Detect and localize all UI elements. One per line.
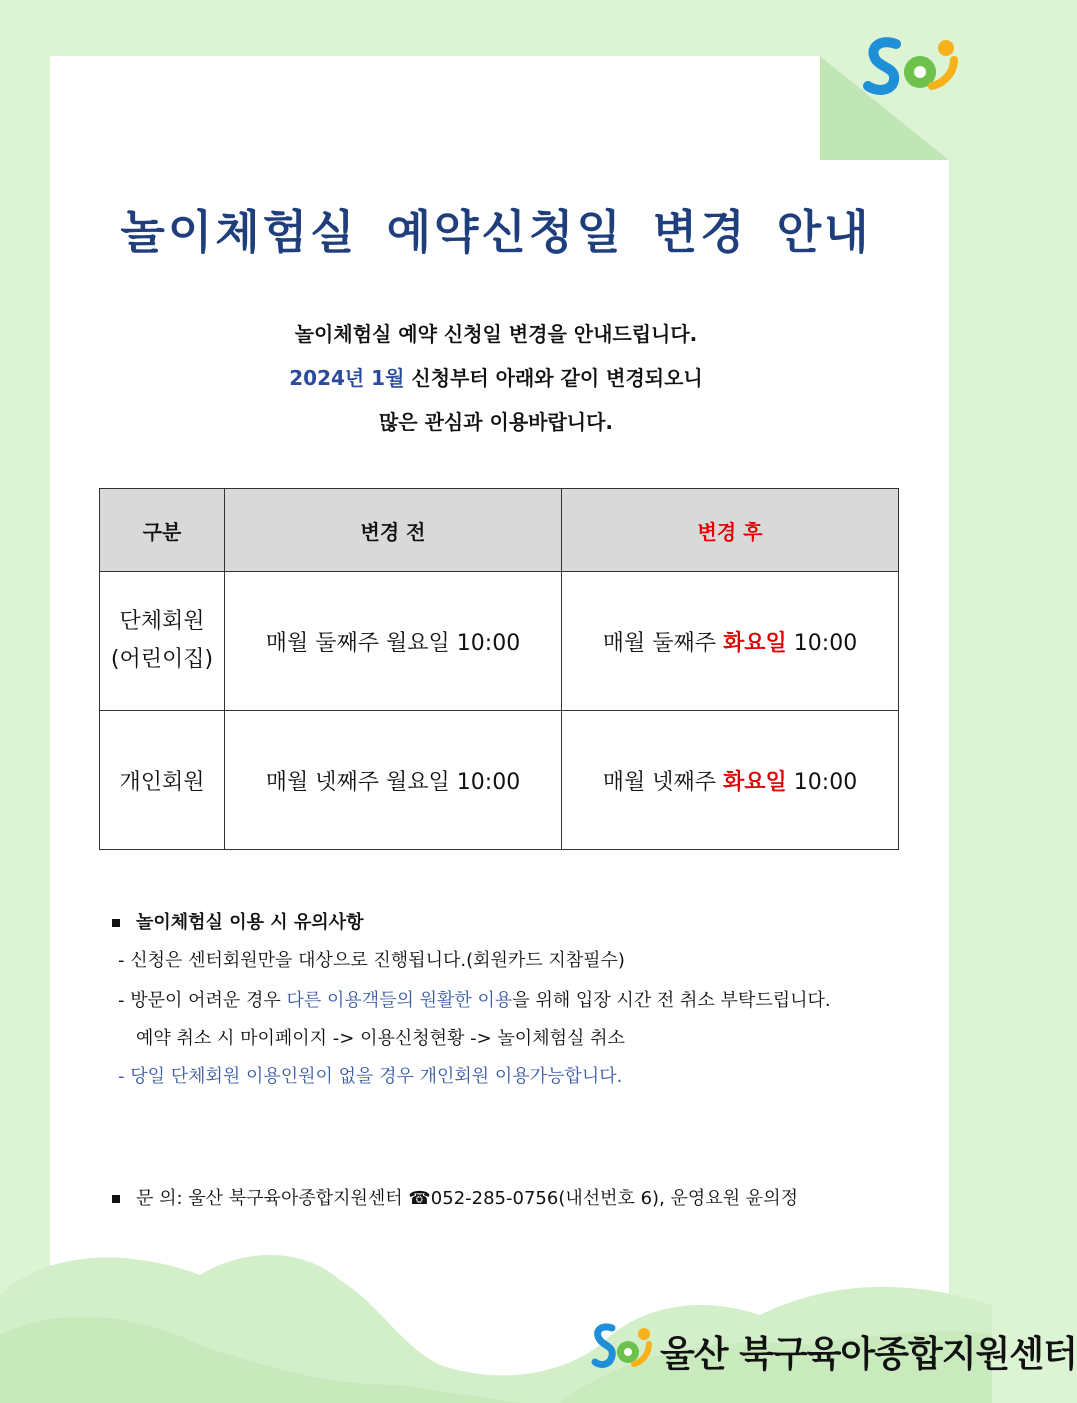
intro-line-2-rest: 신청부터 아래와 같이 변경되오니 xyxy=(404,366,703,390)
after-time: 10:00 xyxy=(786,769,858,795)
intro-line-2 xyxy=(0,356,992,400)
after-day: 화요일 xyxy=(723,769,787,795)
row-before: 매월 둘째주 월요일 10:00 xyxy=(225,572,562,711)
header-category: 구분 xyxy=(100,489,225,572)
after-prefix: 매월 둘째주 xyxy=(602,630,724,656)
notes-section xyxy=(112,905,932,1097)
footer-logo-icon xyxy=(592,1318,652,1378)
note-item: - 신청은 센터회원만을 대상으로 진행됩니다.(회원카드 지참필수) xyxy=(118,950,625,971)
square-bullet-icon xyxy=(112,1195,120,1203)
intro-line-1: 놀이체험실 예약 신청일 변경을 안내드립니다. xyxy=(294,322,698,346)
intro-line-3: 많은 관심과 이용바랍니다. xyxy=(378,410,614,434)
note-text: 을 위해 입장 시간 전 취소 부탁드립니다. xyxy=(512,990,831,1011)
contact-text: 문 의: 울산 북구육아종합지원센터 ☎052-285-0756(내선번호 6), 운영요원 윤의정 xyxy=(136,1188,798,1209)
category-name: 단체회원 xyxy=(119,609,205,634)
row-category xyxy=(100,572,225,711)
table-row xyxy=(100,711,899,850)
table-header-row xyxy=(100,489,899,572)
square-bullet-icon xyxy=(112,919,120,927)
notes-heading xyxy=(112,905,932,941)
contact-info xyxy=(112,1184,798,1210)
decorative-hills xyxy=(0,1235,992,1403)
intro-text xyxy=(0,312,992,444)
row-after xyxy=(562,711,899,850)
note-highlight: 다른 이용객들의 원활한 이용 xyxy=(286,990,513,1011)
table-row xyxy=(100,572,899,711)
note-item: - 당일 단체회원 이용인원이 없을 경우 개인회원 이용가능합니다. xyxy=(118,1066,623,1087)
center-logo-icon xyxy=(862,30,960,102)
row-category: 개인회원 xyxy=(100,711,225,850)
after-prefix: 매월 넷째주 xyxy=(602,769,724,795)
schedule-table xyxy=(99,488,899,850)
category-sub: (어린이집) xyxy=(110,647,214,672)
note-item-continued: 예약 취소 시 마이페이지 -> 이용신청현황 -> 놀이체험실 취소 xyxy=(136,1028,625,1049)
row-before: 매월 넷째주 월요일 10:00 xyxy=(225,711,562,850)
header-after: 변경 후 xyxy=(562,489,899,572)
row-after xyxy=(562,572,899,711)
footer-org-name: 울산 북구육아종합지원센터 xyxy=(660,1334,1077,1375)
notes-heading-text: 놀이체험실 이용 시 유의사항 xyxy=(136,912,364,933)
header-before: 변경 전 xyxy=(225,489,562,572)
after-day: 화요일 xyxy=(723,630,787,656)
intro-date-highlight: 2024년 1월 xyxy=(289,366,405,390)
after-time: 10:00 xyxy=(786,630,858,656)
note-text: - 방문이 어려운 경우 xyxy=(118,990,287,1011)
note-item xyxy=(112,981,932,1021)
page-title: 놀이체험실 예약신청일 변경 안내 xyxy=(120,205,872,259)
